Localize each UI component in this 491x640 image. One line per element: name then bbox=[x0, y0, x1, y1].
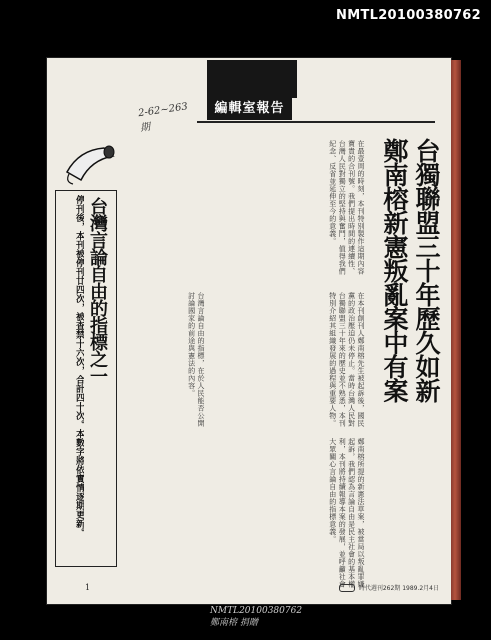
freedom-index-sidebar bbox=[51, 140, 117, 560]
magazine-spine bbox=[451, 60, 461, 600]
header-rule bbox=[197, 121, 435, 123]
headline bbox=[379, 138, 441, 402]
sidebar-note: 停刊後，本刊被停刊廿四次，被查禁十六次，合計四十次。本數字將依實情逐期更新。 bbox=[74, 195, 84, 537]
publication-info: 時代週刊262期 1989.2月4日 bbox=[358, 584, 439, 592]
handwritten-catalog-note bbox=[210, 605, 302, 629]
handwritten-line: 鄭南榕 捐贈 bbox=[210, 618, 258, 628]
article-column: 鄭南榕所提的新憲法草案，被當局以叛亂罪嫌起訴，我們認為言論自由是民主社會的基本權利，本刊將持續報導本案的發展，並呼籲社會大眾關心言論自由的指標意義。 bbox=[328, 438, 365, 588]
handwritten-line: NMTL20100380762 bbox=[210, 606, 303, 616]
article-column: 在本刊創刊人鄭南榕先生被起訴後，國民黨的政治壓迫仍未停止。當時台灣人民對台獨聯盟三十年來的歷史並不熟悉，本刊特別介紹其組織發展的過程與重要人物。 bbox=[328, 292, 365, 427]
rolled-paper-icon bbox=[59, 142, 119, 187]
publication-footer bbox=[339, 583, 439, 593]
headline-line-2: 鄭南榕新憲叛亂案中有案 bbox=[380, 138, 409, 402]
publication-logo-icon bbox=[339, 584, 355, 592]
article-body bbox=[125, 130, 365, 600]
magazine-page bbox=[47, 58, 451, 604]
header-label: 編輯室報告 bbox=[207, 98, 292, 120]
article-column: 台灣言論自由的指標，在於人民能否公開討論國家的前途與憲法的內容。 bbox=[187, 292, 205, 427]
archive-id-label: NMTL20100380762 bbox=[336, 8, 481, 23]
header-black-block bbox=[207, 60, 297, 98]
page-number: 1 bbox=[85, 583, 91, 592]
sidebar-title: 台灣言論自由的指標之一 bbox=[87, 197, 108, 384]
handwritten-issue-note: 2-62~263 期 bbox=[137, 101, 189, 135]
headline-line-1: 台獨聯盟三十年歷久如新 bbox=[412, 138, 441, 402]
sidebar-box bbox=[55, 190, 117, 567]
article-column: 在最壹周的時刻，本刊特別製作這期內容寶貴的合刊號。我們提出時間的連續性、台灣人民對獨立的堅持與奮鬥，值得我們紀念、反省並延伸至今的意義。 bbox=[328, 140, 365, 275]
